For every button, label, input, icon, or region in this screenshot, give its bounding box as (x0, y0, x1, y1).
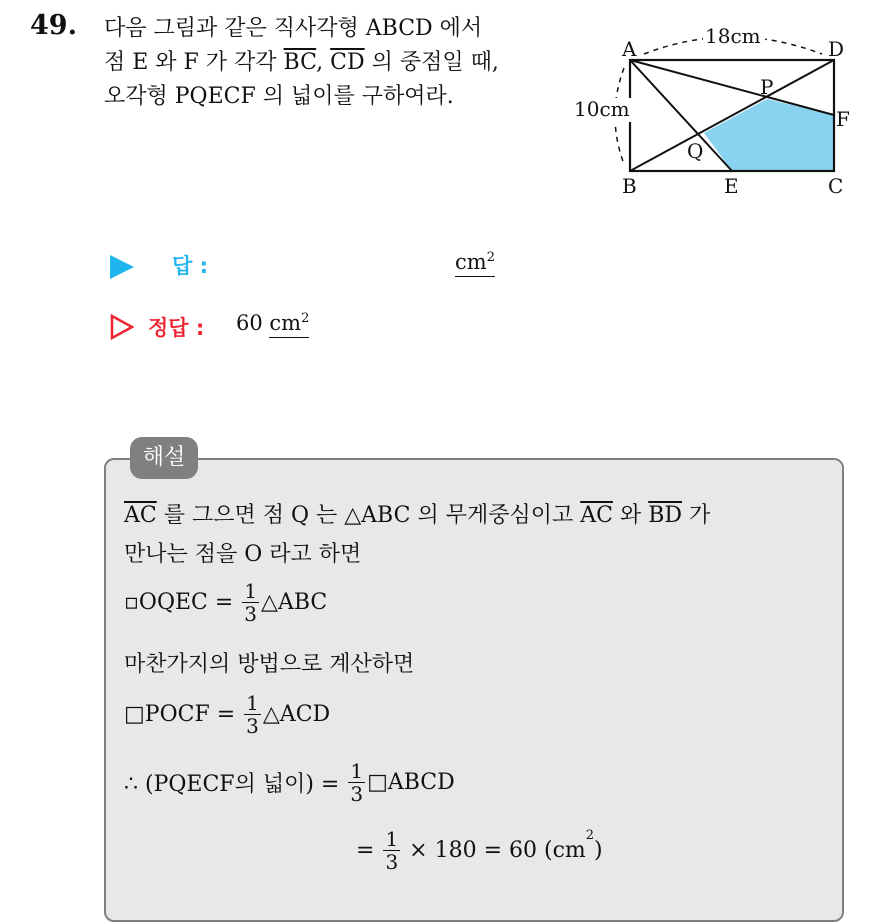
equation-right: □ABCD (367, 770, 455, 795)
question-text-fragment: 의 중점일 때, (364, 50, 499, 75)
equation-close: ) (594, 838, 603, 863)
segment-af (630, 60, 834, 115)
point-label-d: D (828, 37, 845, 61)
fraction-numerator: 1 (350, 759, 364, 783)
equation-right: △ACD (262, 702, 331, 727)
point-label-c: C (828, 174, 844, 198)
play-triangle-icon (110, 255, 134, 279)
solution-text: 가 (682, 503, 711, 528)
question-number: 49. (30, 10, 77, 41)
fraction (348, 760, 365, 805)
fraction-denominator: 3 (244, 602, 258, 626)
segment-ae (630, 60, 732, 171)
correct-unit-exponent: 2 (301, 311, 310, 326)
answer-unit-text: cm (455, 250, 487, 274)
question-line-3: 오각형 PQECF 의 넓이를 구하여라. (104, 84, 454, 109)
unit-exponent: 2 (585, 828, 595, 843)
correct-answer-row (110, 311, 530, 345)
solution-line-4: 마찬가지의 방법으로 계산하면 (124, 652, 415, 677)
rectangle-figure (572, 18, 864, 203)
fraction-numerator: 1 (246, 691, 259, 715)
equation-left: = (356, 838, 382, 863)
correct-answer-unit (269, 311, 309, 338)
fraction-denominator: 3 (246, 714, 259, 738)
fraction-denominator: 3 (385, 850, 399, 874)
correct-answer-number: 60 (236, 311, 263, 335)
correct-answer-value (236, 311, 309, 335)
fraction (242, 580, 259, 625)
solution-text: 를 그으면 점 Q 는 △ABC 의 무게중심이고 (156, 503, 581, 528)
segment-ac: $\overline{AC}$ (580, 503, 613, 528)
segment-cd: $\overline{CD}$ (330, 50, 365, 75)
fraction-numerator: 1 (385, 827, 399, 851)
question-line-2 (104, 46, 574, 80)
question-line-1: 다음 그림과 같은 직사각형 ABCD 에서 (104, 16, 483, 41)
geometry-diagram (572, 18, 864, 203)
answer-row (110, 250, 530, 284)
point-label-e: E (724, 174, 739, 198)
point-label-p: P (760, 75, 774, 99)
fraction (244, 692, 261, 737)
segment-bc: $\overline{BC}$ (283, 50, 317, 75)
equation-left: ▫OQEC = (124, 590, 241, 615)
point-label-b: B (622, 174, 637, 198)
segment-ac: $\overline{AC}$ (124, 503, 157, 528)
solution-line-1 (124, 498, 710, 529)
solution-line-5 (124, 692, 330, 737)
question-text-fragment: 점 E 와 F 가 각각 (104, 50, 284, 75)
question-text (104, 12, 574, 114)
fraction-numerator: 1 (244, 579, 258, 603)
solution-tab: 해설 (130, 437, 198, 479)
point-label-f: F (836, 107, 850, 131)
point-label-q: Q (687, 139, 704, 163)
solution-text: 와 (612, 503, 649, 528)
equation-right: △ABC (261, 590, 328, 615)
answer-label: 답 : (172, 254, 208, 278)
solution-line-3 (124, 580, 327, 625)
outline-triangle-icon (110, 314, 134, 340)
answer-blank-unit[interactable] (455, 250, 495, 277)
segment-bd: $\overline{BD}$ (648, 503, 682, 528)
correct-unit-text: cm (269, 311, 302, 335)
correct-answer-label: 정답 : (148, 316, 205, 340)
point-label-a: A (622, 37, 637, 61)
solution-line-7 (356, 828, 603, 873)
answer-unit-exponent: 2 (486, 250, 495, 265)
height-label: 10cm (574, 97, 630, 121)
width-label: 18cm (705, 24, 761, 48)
equation-left: ∴ (PQECF의 넓이) = (124, 772, 347, 797)
equation-right: × 180 = 60 (cm (402, 838, 586, 863)
solution-line-2: 만나는 점을 O 라고 하면 (124, 542, 362, 567)
solution-line-6 (124, 760, 455, 805)
fraction (383, 828, 400, 873)
fraction-denominator: 3 (350, 782, 364, 806)
question-text-fragment: , (316, 50, 331, 75)
equation-left: □POCF = (124, 702, 243, 727)
